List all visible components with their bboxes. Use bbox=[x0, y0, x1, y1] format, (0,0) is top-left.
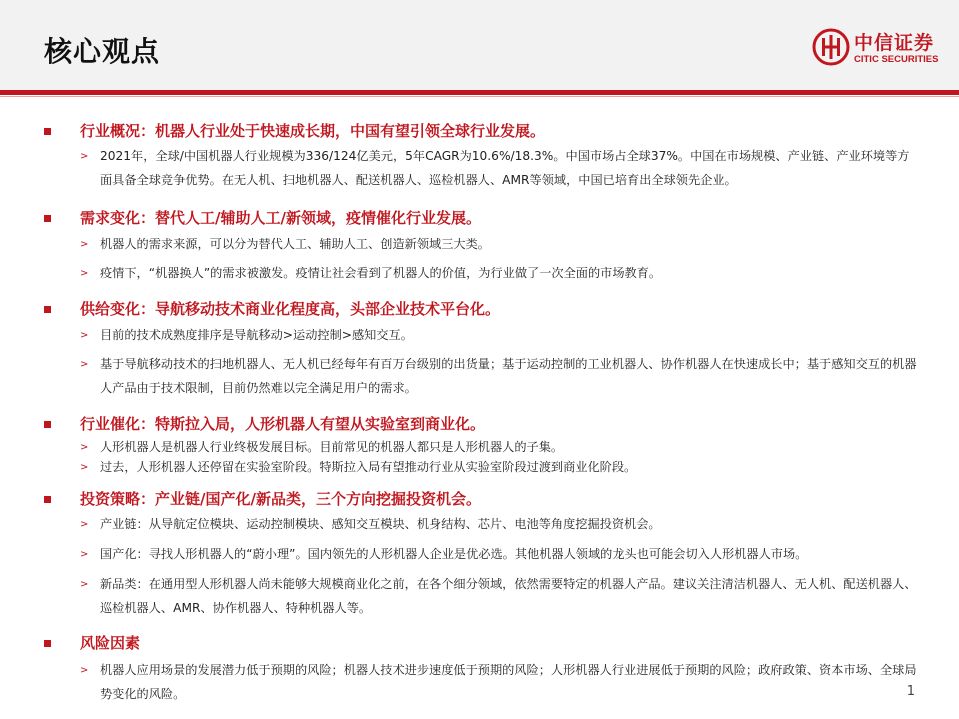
page-number: 1 bbox=[906, 684, 915, 699]
page-title: 核心观点 bbox=[44, 35, 161, 68]
arrow-bullet-icon: > bbox=[80, 442, 89, 453]
arrow-bullet-icon: > bbox=[80, 330, 89, 341]
section-heading-text: 行业催化：特斯拉入局，人形机器人有望从实验室到商业化。 bbox=[80, 415, 486, 433]
bullet-square-icon bbox=[44, 215, 51, 222]
list-item-text: 过去，人形机器人还停留在实验室阶段。特斯拉入局有望推动行业从实验室阶段过渡到商业化阶段。 bbox=[100, 460, 637, 474]
arrow-bullet-icon: > bbox=[80, 665, 89, 676]
list-item-text: 国产化：寻找人形机器人的“蔚小理”。国内领先的人形机器人企业是优必选。其他机器人领域的龙头也可能会切入人形机器人市场。 bbox=[100, 547, 808, 561]
citic-logo bbox=[812, 26, 947, 70]
arrow-bullet-icon: > bbox=[80, 579, 89, 590]
list-item-text: 2021年，全球/中国机器人行业规模为336/124亿美元，5年CAGR为10.6%/18.3%。中国市场占全球37%。中国在市场规模、产业链、产业环境等方面具备全球竞争优势。在无人机、扫地机器人、配送机器人、巡检机器人、AMR等领域，中国已培育出全球领先企业。 bbox=[100, 149, 910, 187]
list-item-text: 人形机器人是机器人行业终极发展目标。目前常见的机器人都只是人形机器人的子集。 bbox=[100, 440, 564, 454]
bullet-square-icon bbox=[44, 306, 51, 313]
section-heading-text: 风险因素 bbox=[80, 634, 141, 652]
bullet-square-icon bbox=[44, 496, 51, 503]
bullet-square-icon bbox=[44, 128, 51, 135]
arrow-bullet-icon: > bbox=[80, 462, 89, 473]
logo-chinese-name: 中信证券 bbox=[854, 32, 935, 54]
arrow-bullet-icon: > bbox=[80, 549, 89, 560]
list-item-text: 新品类：在通用型人形机器人尚未能够大规模商业化之前，在各个细分领域，依然需要特定的机器人产品。建议关注清洁机器人、无人机、配送机器人、巡检机器人、AMR、协作机器人、特种机器人等。 bbox=[100, 577, 917, 615]
bullet-square-icon bbox=[44, 640, 51, 647]
header-divider bbox=[0, 90, 959, 95]
arrow-bullet-icon: > bbox=[80, 359, 89, 370]
section-heading-text: 需求变化：替代人工/辅助人工/新领域，疫情催化行业发展。 bbox=[80, 209, 481, 227]
list-item-text: 基于导航移动技术的扫地机器人、无人机已经每年有百万台级别的出货量；基于运动控制的工业机器人、协作机器人在快速成长中；基于感知交互的机器人产品由于技术限制，目前仍然难以完全满足用户的需求。 bbox=[100, 357, 917, 395]
list-item-text: 机器人应用场景的发展潜力低于预期的风险；机器人技术进步速度低于预期的风险；人形机器人行业进展低于预期的风险；政府政策、资本市场、全球局势变化的风险。 bbox=[100, 663, 917, 701]
list-item-text: 机器人的需求来源，可以分为替代人工、辅助人工、创造新领域三大类。 bbox=[100, 237, 490, 251]
header-divider-thin bbox=[0, 96, 959, 97]
header-bar bbox=[0, 0, 959, 90]
logo-english-name: CITIC SECURITIES bbox=[854, 54, 939, 65]
section-heading-text: 供给变化：导航移动技术商业化程度高，头部企业技术平台化。 bbox=[80, 300, 501, 318]
section-heading-text: 行业概况：机器人行业处于快速成长期，中国有望引领全球行业发展。 bbox=[80, 122, 546, 140]
list-item-text: 疫情下，“机器换人”的需求被激发。疫情让社会看到了机器人的价值，为行业做了一次全面的市场教育。 bbox=[100, 266, 662, 280]
bullet-square-icon bbox=[44, 421, 51, 428]
arrow-bullet-icon: > bbox=[80, 519, 89, 530]
arrow-bullet-icon: > bbox=[80, 151, 89, 162]
list-item-text: 产业链：从导航定位模块、运动控制模块、感知交互模块、机身结构、芯片、电池等角度挖掘投资机会。 bbox=[100, 517, 661, 531]
arrow-bullet-icon: > bbox=[80, 239, 89, 250]
citic-logo-icon bbox=[812, 28, 850, 66]
section-heading-text: 投资策略：产业链/国产化/新品类，三个方向挖掘投资机会。 bbox=[80, 490, 481, 508]
list-item-text: 目前的技术成熟度排序是导航移动>运动控制>感知交互。 bbox=[100, 328, 413, 342]
arrow-bullet-icon: > bbox=[80, 268, 89, 279]
